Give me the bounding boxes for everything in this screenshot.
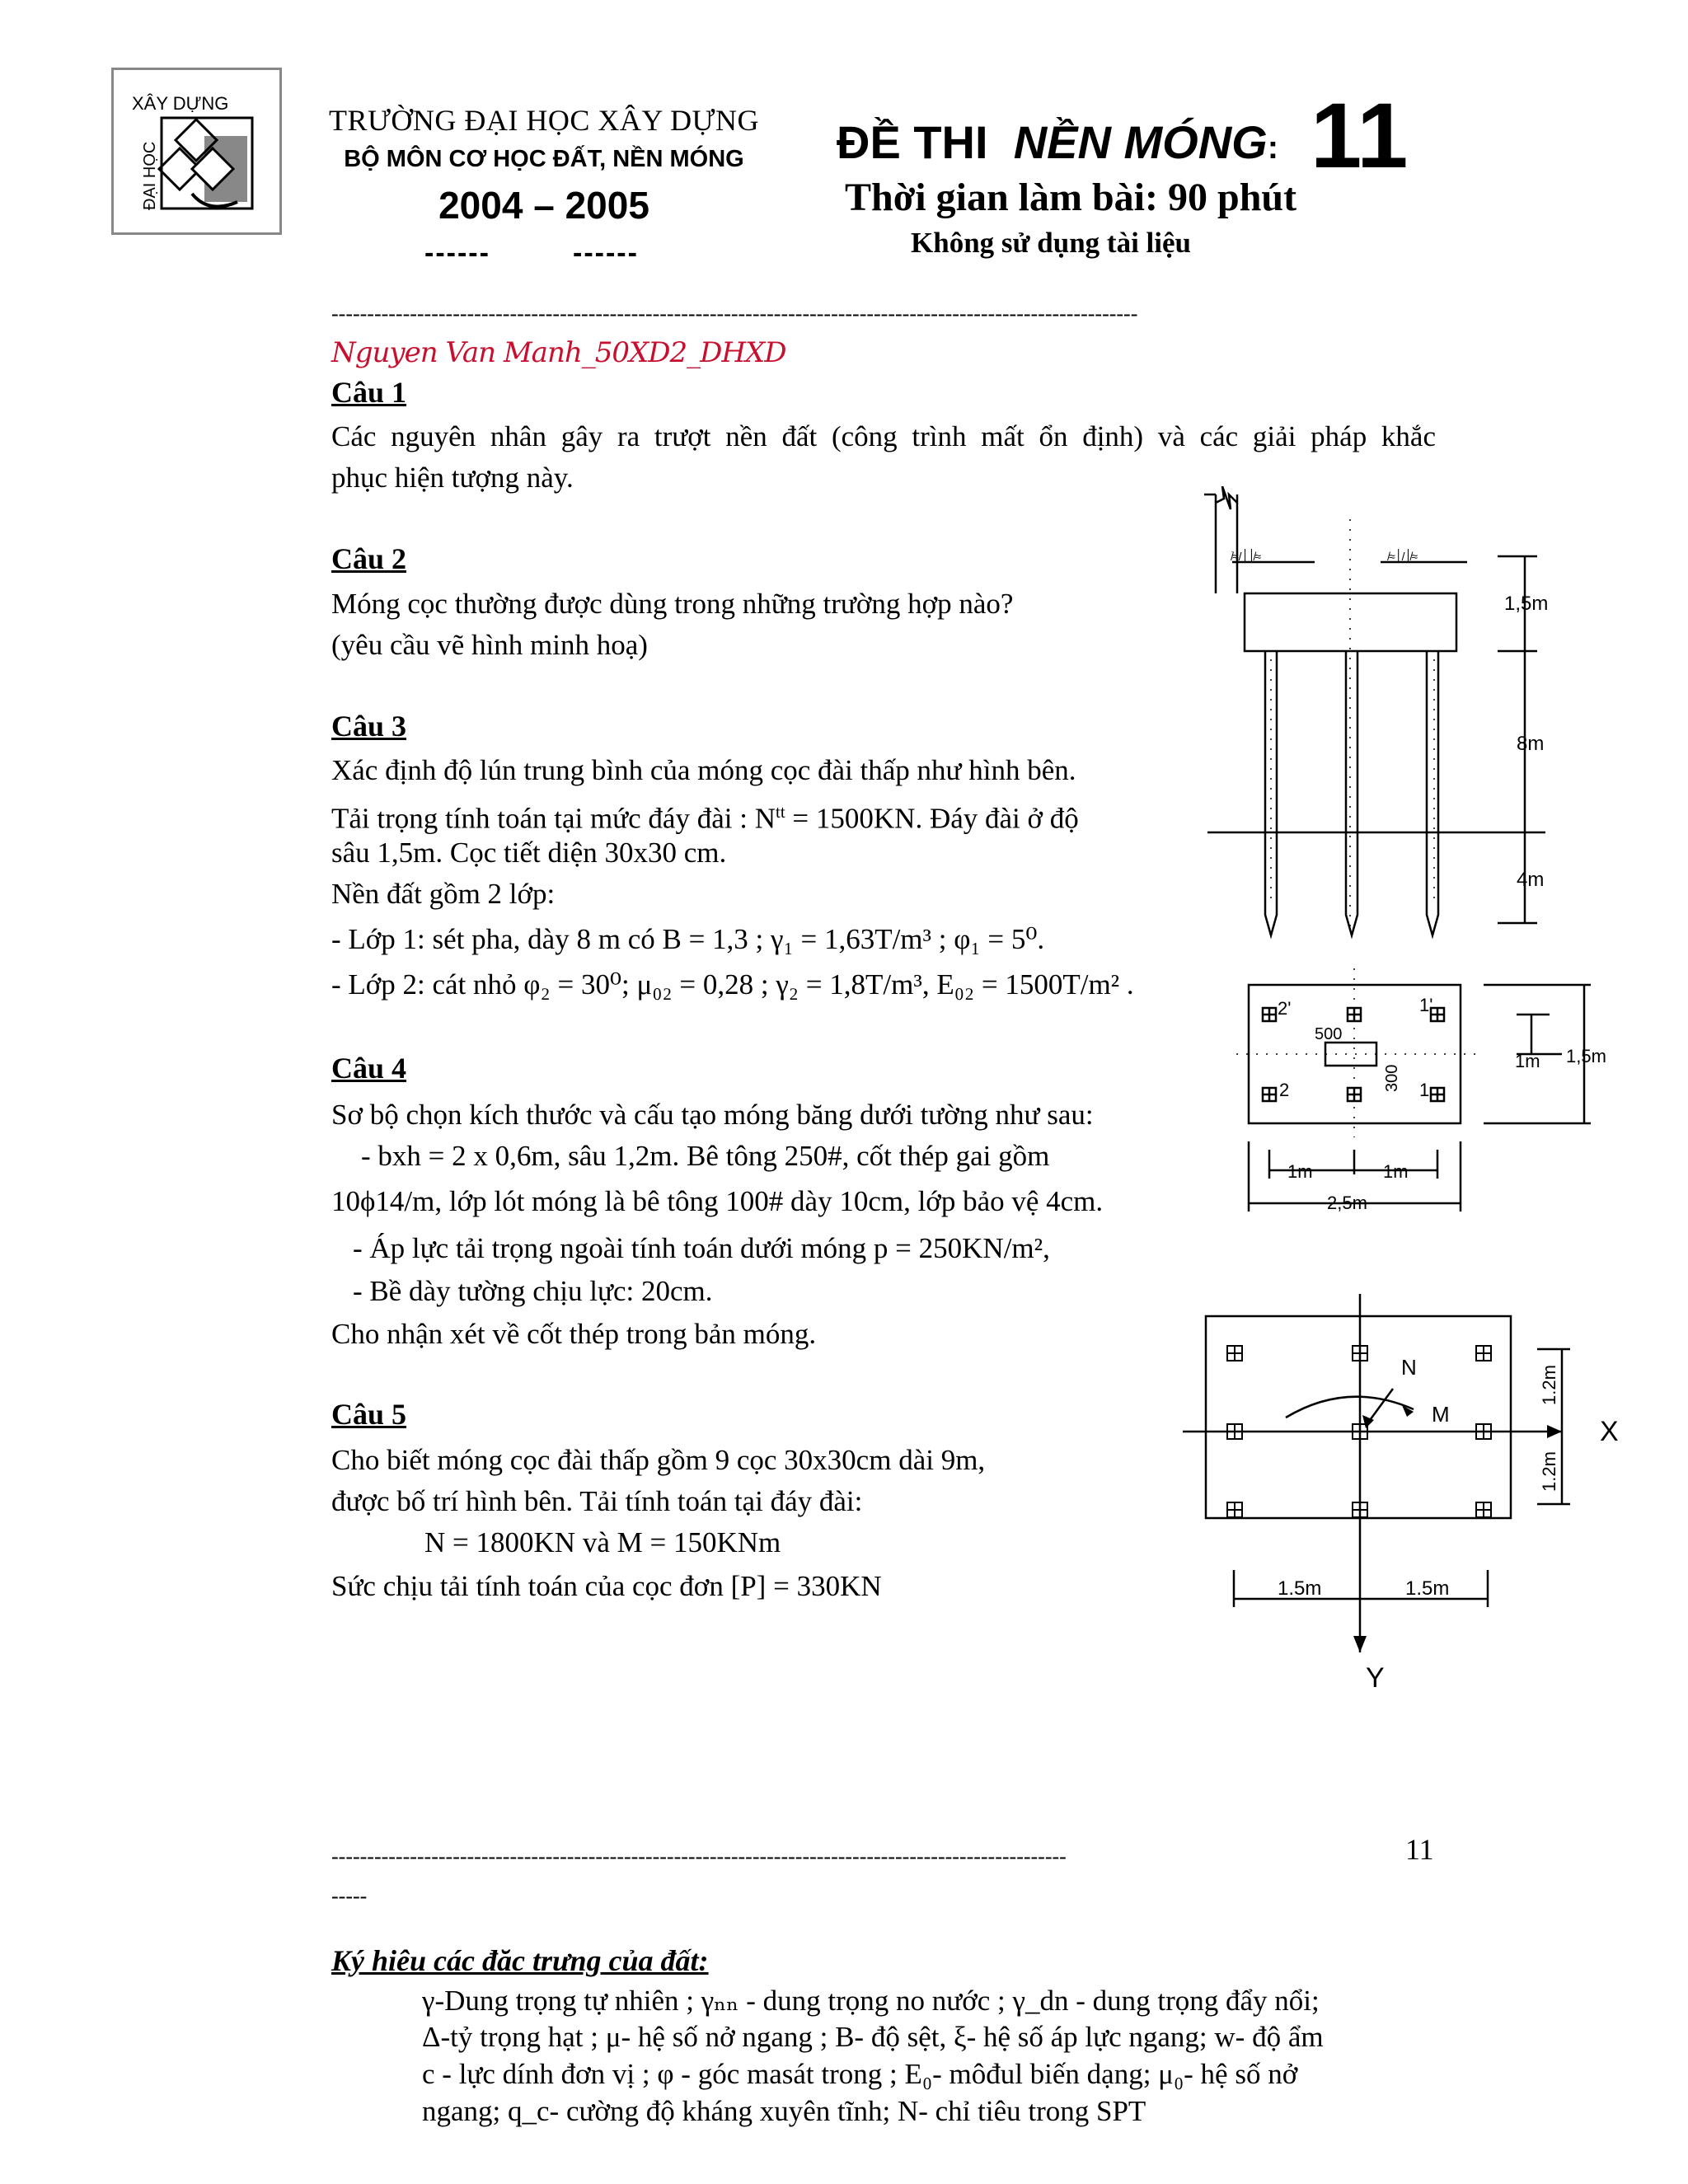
logo-emblem-icon — [114, 70, 279, 232]
moment-M-label: M — [1432, 1402, 1450, 1427]
column-height-label: 300 — [1383, 1064, 1401, 1092]
question-3-line3: sâu 1,5m. Cọc tiết diện 30x30 cm. — [331, 837, 727, 869]
exam-prefix: ĐỀ THI — [837, 116, 988, 168]
no-documents-note: Không sử dụng tài liệu — [911, 227, 1192, 259]
question-4-line4: - Áp lực tải trọng ngoài tính toán dưới móng p = 250KN/m², — [353, 1232, 1050, 1264]
exam-subject: NỀN MÓNG — [1013, 116, 1268, 168]
bottom-divider: ------------------------------------------------------------------------------------------------------- — [331, 1846, 1067, 1868]
question-3-line2b: = 1500KN. Đáy đài ở độ — [785, 802, 1079, 835]
question-3-line4: Nền đất gồm 2 lớp: — [331, 878, 556, 910]
school-name: TRƯỜNG ĐẠI HỌC XÂY DỰNG — [328, 104, 759, 137]
dim-pile-offset: 1m — [1515, 1051, 1540, 1071]
question-5-line1: Cho biết móng cọc đài thấp gồm 9 cọc 30x30cm dài 9m, — [331, 1444, 986, 1476]
dim-x-left: 1.5m — [1278, 1577, 1322, 1600]
svg-text:≉׀/׀≉: ≉׀/׀≉ — [1389, 550, 1418, 563]
top-divider: ----------------------------------------------------------------------------------------------------------------- — [331, 303, 1138, 325]
university-logo — [111, 68, 282, 235]
question-3-line1: Xác định độ lún trung bình của móng cọc đài thấp như hình bên. — [331, 754, 1076, 786]
svg-text:≉ׂ/׀׀≉: ≉ׂ/׀׀≉ — [1232, 550, 1262, 563]
pile-cap-plan-diagram — [1236, 960, 1615, 1224]
question-3-layer1: - Lớp 1: sét pha, dày 8 m có B = 1,3 ; γ₁ = 1,63T/m³ ; φ₁ = 5⁰. — [331, 923, 1045, 955]
question-1-title: Câu 1 — [331, 376, 407, 409]
legend-title: Ký hiêu các đăc trưng của đất: — [331, 1944, 709, 1977]
axis-X-label: X — [1600, 1416, 1619, 1447]
question-1-line2: phục hiện tượng này. — [331, 462, 574, 494]
dim-right-spacing: 1m — [1383, 1161, 1409, 1182]
force-N-label: N — [1401, 1355, 1417, 1380]
legend-line1: γ-Dung trọng tự nhiên ; γₙₙ - dung trọng no nước ; γ_dn - dung trọng đẩy nổi; — [422, 1985, 1320, 2017]
pile-label-2: 2 — [1279, 1080, 1290, 1100]
author-signature: Nguyen Van Manh_50XD2_DHXD — [331, 336, 786, 369]
column-width-label: 500 — [1315, 1025, 1343, 1043]
nine-pile-layout-diagram — [1175, 1290, 1636, 1698]
dim-cap-height: 1,5m — [1566, 1046, 1606, 1066]
question-1-line1: Các nguyên nhân gây ra trượt nền đất (công trình mất ổn định) và các giải pháp khắc — [331, 420, 1436, 452]
page-number: 11 — [1405, 1833, 1434, 1866]
question-4-line3: 10ϕ14/m, lớp lót móng là bê tông 100# dày 10cm, lớp bảo vệ 4cm. — [331, 1185, 1104, 1217]
year-dash-right: ------ — [573, 237, 639, 269]
department-name: BỘ MÔN CƠ HỌC ĐẤT, NỀN MÓNG — [344, 146, 744, 172]
axis-Y-label: Y — [1366, 1662, 1385, 1694]
exam-duration: Thời gian làm bài: 90 phút — [845, 176, 1297, 219]
question-5-line2: được bố trí hình bên. Tải tính toán tại đáy đài: — [331, 1485, 863, 1517]
exam-number: 11 — [1311, 84, 1409, 187]
logo-top-text: XÂY DỰNG — [132, 93, 229, 114]
logo-side-text: ĐẠI HỌC — [141, 141, 159, 210]
dim-y-lower: 1.2m — [1539, 1451, 1559, 1492]
question-3-line2a: Tải trọng tính toán tại mức đáy đài : N — [331, 802, 776, 835]
question-4-line5: - Bề dày tường chịu lực: 20cm. — [353, 1275, 713, 1307]
dim-cap-width: 2,5m — [1327, 1193, 1367, 1213]
dim-left-spacing: 1m — [1287, 1161, 1313, 1182]
year-dash-left: ------ — [424, 237, 490, 269]
exam-title — [837, 115, 1278, 169]
question-5-title: Câu 5 — [331, 1398, 407, 1431]
question-4-title: Câu 4 — [331, 1052, 407, 1085]
question-5-line3: N = 1800KN và M = 150KNm — [424, 1526, 781, 1558]
dim-layer1-thickness: 8m — [1517, 733, 1545, 755]
pile-label-1: 1 — [1419, 1080, 1430, 1100]
pile-label-2prime: 2' — [1278, 998, 1292, 1019]
legend-line2: Δ-tỷ trọng hạt ; μ- hệ số nở ngang ; B- độ sệt, ξ- hệ số áp lực ngang; w- độ ẩm — [422, 2021, 1324, 2053]
legend-line3: c - lực dính đơn vị ; φ - góc masát trong ; E₀- môđul biến dạng; μ₀- hệ số nở — [422, 2058, 1298, 2090]
pile-foundation-elevation-diagram — [1199, 486, 1562, 948]
dim-layer2-thickness: 4m — [1517, 869, 1545, 891]
question-5-line4: Sức chịu tải tính toán của cọc đơn [P] = 330KN — [331, 1570, 882, 1602]
question-4-line2: - bxh = 2 x 0,6m, sâu 1,2m. Bê tông 250#, cốt thép gai gồm — [361, 1140, 1050, 1172]
question-2-line1: Móng cọc thường được dùng trong những trường hợp nào? — [331, 588, 1014, 620]
question-3-layer2: - Lớp 2: cát nhỏ φ₂ = 30⁰; μ₀₂ = 0,28 ; γ₂ = 1,8T/m³, E₀₂ = 1500T/m² . — [331, 968, 1134, 1001]
dim-y-upper: 1.2m — [1539, 1365, 1559, 1405]
question-4-line1: Sơ bộ chọn kích thước và cấu tạo móng băng dưới tường như sau: — [331, 1099, 1094, 1131]
legend-line4: ngang; q_c- cường độ kháng xuyên tĩnh; N- chỉ tiêu trong SPT — [422, 2095, 1146, 2127]
question-2-line2: (yêu cầu vẽ hình minh hoạ) — [331, 629, 648, 661]
pile-label-1prime: 1' — [1419, 995, 1433, 1015]
question-3-line2-sup: tt — [775, 802, 785, 822]
question-3-title: Câu 3 — [331, 710, 407, 743]
dim-cap-depth: 1,5m — [1504, 593, 1549, 615]
academic-year: 2004 – 2005 — [438, 184, 649, 227]
question-2-title: Câu 2 — [331, 542, 407, 575]
dim-x-right: 1.5m — [1405, 1577, 1450, 1600]
exam-colon: : — [1267, 129, 1279, 166]
bottom-divider-tail: ----- — [331, 1886, 368, 1907]
question-4-line6: Cho nhận xét về cốt thép trong bản móng. — [331, 1318, 817, 1350]
